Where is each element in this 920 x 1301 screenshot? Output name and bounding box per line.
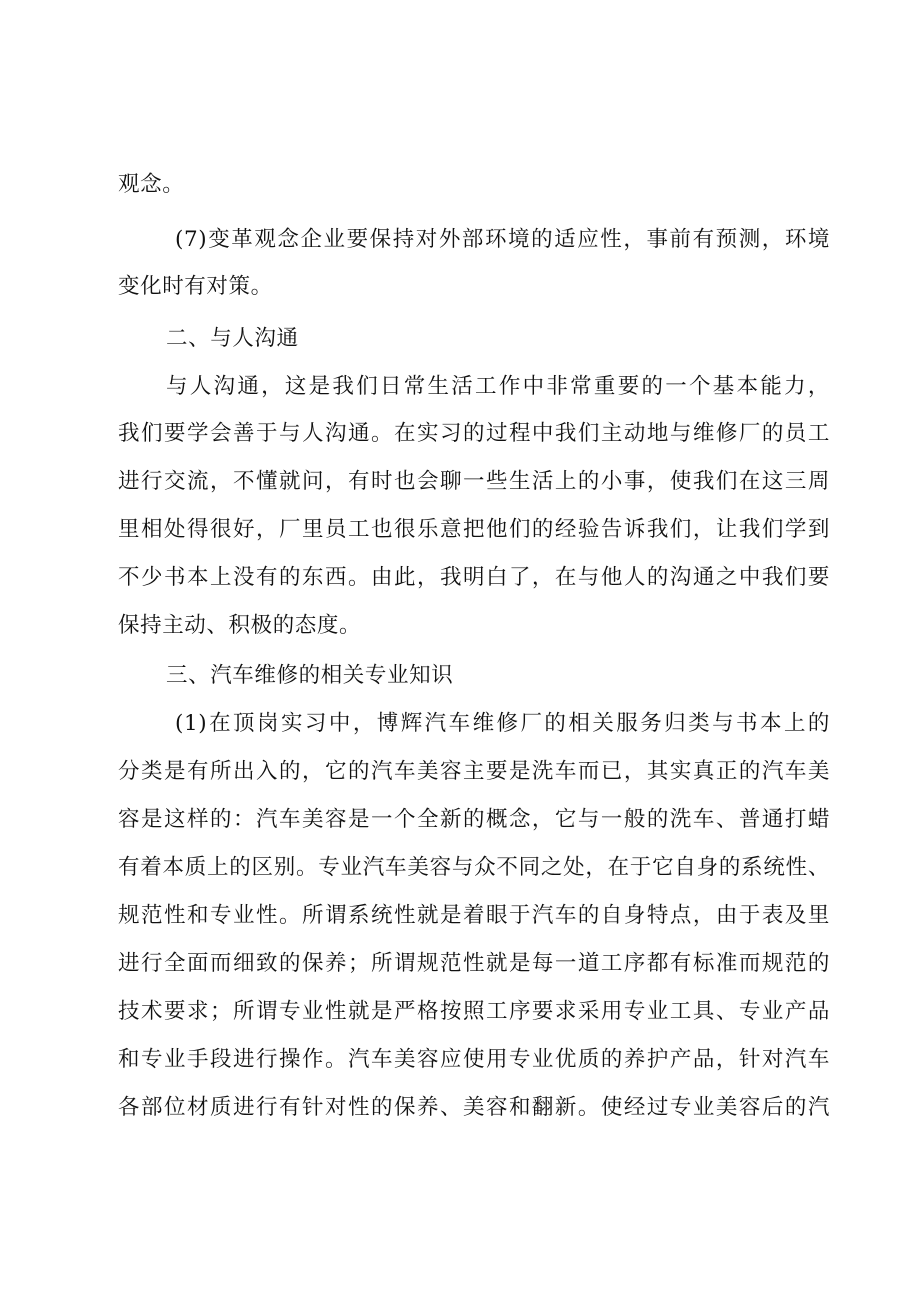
section-heading: 二、与人沟通 <box>166 326 299 351</box>
text-line: (1)在顶岗实习中，博辉汽车维修厂的相关服务归类与书本上的 <box>175 711 830 736</box>
text-line: 有着本质上的区别。专业汽车美容与众不同之处，在于它自身的系统性、 <box>118 855 830 880</box>
text-line: (7)变革观念企业要保持对外部环境的适应性，事前有预测，环境 <box>175 227 830 252</box>
text-line: 我们要学会善于与人沟通。在实习的过程中我们主动地与维修厂的员工 <box>118 421 830 446</box>
text-line: 进行全面而细致的保养；所谓规范性就是每一道工序都有标准而规范的 <box>118 951 830 976</box>
text-line: 里相处得很好，厂里员工也很乐意把他们的经验告诉我们，让我们学到 <box>118 517 830 542</box>
text-line: 与人沟通，这是我们日常生活工作中非常重要的一个基本能力， <box>166 374 830 399</box>
text-line: 技术要求；所谓专业性就是严格按照工序要求采用专业工具、专业产品 <box>118 999 830 1024</box>
text-line: 规范性和专业性。所谓系统性就是着眼于汽车的自身特点，由于表及里 <box>118 903 830 928</box>
text-line: 观念。 <box>118 172 185 197</box>
text-line: 各部位材质进行有针对性的保养、美容和翻新。使经过专业美容后的汽 <box>118 1095 830 1120</box>
text-line: 容是这样的：汽车美容是一个全新的概念，它与一般的洗车、普通打蜡 <box>118 807 830 832</box>
text-line: 不少书本上没有的东西。由此，我明白了，在与他人的沟通之中我们要 <box>118 565 830 590</box>
text-line: 变化时有对策。 <box>118 274 273 299</box>
text-line: 保持主动、积极的态度。 <box>118 613 362 638</box>
text-line: 分类是有所出入的，它的汽车美容主要是洗车而已，其实真正的汽车美 <box>118 759 830 784</box>
section-heading: 三、汽车维修的相关专业知识 <box>166 663 454 688</box>
text-line: 进行交流，不懂就问，有时也会聊一些生活上的小事，使我们在这三周 <box>118 469 830 494</box>
text-line: 和专业手段进行操作。汽车美容应使用专业优质的养护产品，针对汽车 <box>118 1047 830 1072</box>
